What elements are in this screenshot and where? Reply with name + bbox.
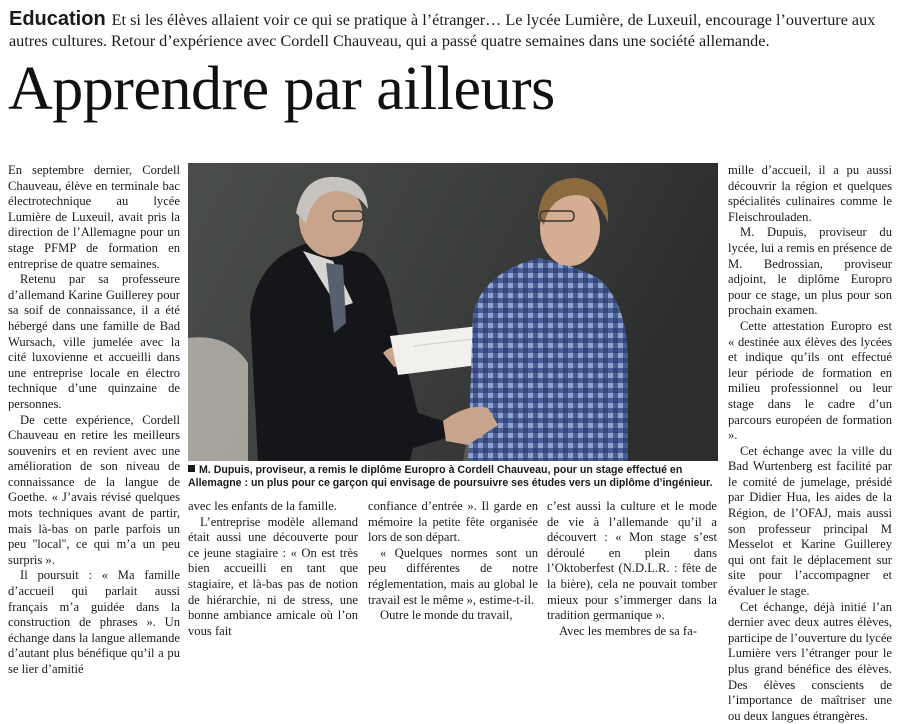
paragraph: De cette expérience, Cordell Chauveau en retire les meilleurs souvenirs et en revient avec une amélioration de son niveau de connaissance de la langue de Goethe. « J’avais révisé quelques mots techniques avant de partir, mais là-bas on parle parfois un peu ''local'', ce qui m’a un peu surpris ». (8, 412, 180, 567)
paragraph: Cet échange, déjà initié l’an dernier avec deux autres élèves, participe de l’ouverture du lycée Lumière vers l’étranger pour le plus grand bénéfice des élèves. Des élèves conscients de l’importance de maîtriser une ou deux langues étrangères. (728, 599, 892, 723)
caption-text: M. Dupuis, proviseur, a remis le diplôme Europro à Cordell Chauveau, pour un stage effectué en Allemagne : un plus pour ce garçon qui envisage de poursuivre ses études vers un diplôme d’ingénieur. (188, 464, 713, 490)
paragraph: Avec les membres de sa fa- (559, 623, 697, 638)
paragraph: avec les enfants de la famille. (188, 499, 337, 513)
caption-square-icon (188, 465, 195, 472)
paragraph: Cette attestation Europro est « destinée aux élèves des lycées et indique qu’ils ont effectué leur période de formation en milieu professionnel ou leur stage dans le cadre d’un parcours européen de formation ». (728, 318, 892, 443)
article-column-3 (368, 499, 538, 624)
article-photo (188, 163, 718, 461)
paragraph: c’est aussi la culture et le mode de vie à l’allemande qu’il a découvert : « Mon stage s’est déroulé en plein dans l’Oktoberfest (N.D.L.R. : fête de la bière), cela ne pouvait tomber mieux pour s’immerger dans la tradition germanique ». (547, 499, 717, 623)
paragraph: « Quelques normes sont un peu différentes de notre réglementation, mais au global le travail est le même », estime-t-il. (368, 545, 538, 607)
photo-handshake-illustration (188, 163, 718, 461)
paragraph: mille d’accueil, il a pu aussi découvrir la région et quelques spécialités culinaires comme le Fleischrouladen. (728, 163, 892, 224)
paragraph: confiance d’entrée ». Il garde en mémoire la petite fête organisée lors de son départ. (368, 499, 538, 545)
photo-caption (188, 464, 718, 491)
article-column-4 (547, 499, 717, 639)
article-headline: Apprendre par ailleurs (8, 55, 555, 123)
paragraph: Il poursuit : « Ma famille d’accueil qui parlait aussi français m’a guidée dans la construction de phrases ». Un échange dans la langue allemande d’autant plus bénéfique qu’il a pu se lier d’amitié (8, 568, 180, 676)
standfirst-text: Et si les élèves allaient voir ce qui se pratique à l’étranger… Le lycée Lumière, de Luxeuil, encourage l’ouverture aux autres cultures. Retour d’expérience avec Cordell Chauveau, qui a passé quatre semaines dans une société allemande. (9, 11, 876, 50)
paragraph: Outre le monde du travail, (380, 608, 513, 623)
article-column-5 (728, 163, 892, 724)
article-column-2 (188, 499, 358, 639)
paragraph: Cet échange avec la ville du Bad Wurtenberg est facilité par le comité de jumelage, présidé par Didier Hua, les aides de la Région, de l’OFAJ, mais aussi son professeur principal M Messelot et Karine Guillerey qui ont fait le déplacement sur site pour l’accompagner et évaluer le stage. (728, 443, 892, 599)
section-rubric: Education (9, 8, 106, 30)
paragraph: En septembre dernier, Cordell Chauveau, élève en terminale bac électrotechnique au lycée Lumière de Luxeuil, avait pris la direction de l’Allemagne pour un stage PFMP de formation en entreprise de quatre semaines. (8, 163, 180, 271)
paragraph: L’entreprise modèle allemand était aussi une découverte pour ce jeune stagiaire : « On est très bien accueilli en tant que stagiaire, et là-bas pas de notion de hiérarchie, ni de stress, une bonne ambiance amicale où l’on vous fait (188, 514, 358, 638)
paragraph: M. Dupuis, proviseur du lycée, lui a remis en présence de M. Bedrossian, proviseur adjoint, le diplôme Europro pour ce stage, un plus pour son prochain examen. (728, 225, 892, 318)
paragraph: Retenu par sa professeure d’allemand Karine Guillerey pour sa soif de connaissance, il a été hébergé dans une famille de Bad Wursach, ville jumelée avec la cité luxovienne et accueilli dans une entreprise locale en électro technique d’une quinzaine de personnes. (8, 272, 180, 411)
article-column-1 (8, 163, 180, 678)
article-standfirst (9, 9, 895, 52)
